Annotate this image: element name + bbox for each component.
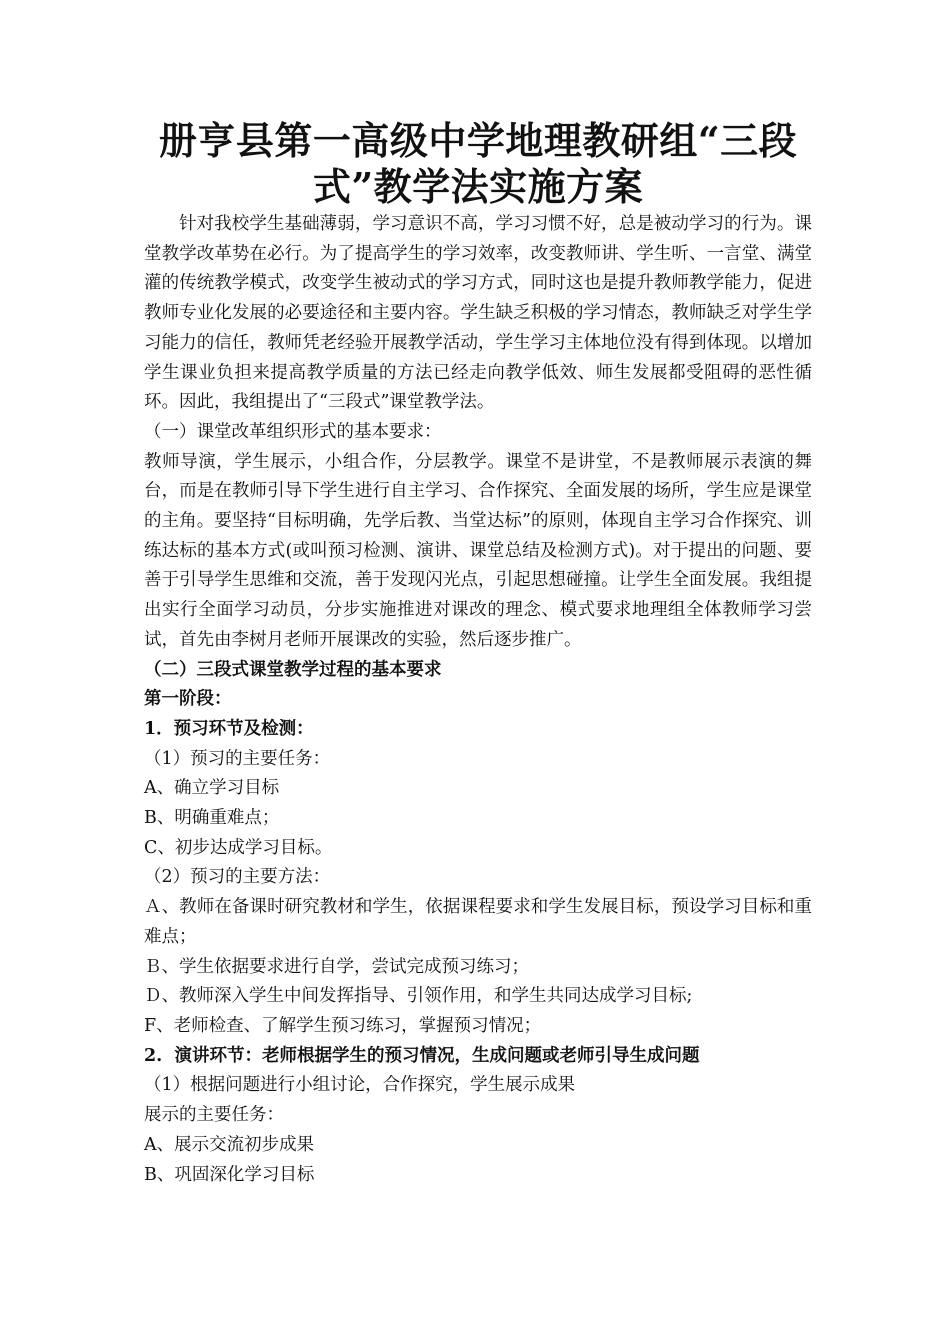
step1-heading: 1．预习环节及检测： — [144, 718, 314, 739]
document-title — [144, 118, 812, 210]
show-task-heading: 展示的主要任务： — [144, 1105, 284, 1126]
method-heading: （2）预习的主要方法： — [144, 867, 331, 888]
discussion-line: （1）根据问题进行小组讨论，合作探究，学生展示成果 — [144, 1075, 576, 1096]
show-item-b: B、巩固深化学习目标 — [144, 1164, 315, 1185]
task-item-c: C、初步达成学习目标。 — [144, 837, 333, 858]
section1-body: 教师导演，学生展示，小组合作，分层教学。课堂不是讲堂，不是教师展示表演的舞台，而是在教师引导下学生进行自主学习、合作探究、全面发展的场所，学生应是课堂的主角。要坚持“目标明确，先学后教、当堂达标”的原则，体现自主学习合作探究、训练达标的基本方式(或叫预习检测、演讲、课堂总结及检测方式)。对于提出的问题、要善于引导学生思维和交流，善于发现闪光点，引起思想碰撞。让学生全面发展。我组提出实行全面学习动员，分步实施推进对课改的理念、模式要求地理组全体教师学习尝试，首先由李树月老师开展课改的实验，然后逐步推广。 — [144, 451, 812, 650]
task-heading: （1）预习的主要任务： — [144, 748, 331, 769]
document-page — [144, 118, 812, 1190]
method-item-f: F、老师检查、了解学生预习练习，掌握预习情况； — [144, 1015, 542, 1036]
method-item-b: Ｂ、学生依据要求进行自学，尝试完成预习练习； — [144, 956, 529, 977]
section1-heading: （一）课堂改革组织形式的基本要求： — [144, 421, 442, 442]
title-line-2: 式”教学法实施方案 — [312, 164, 644, 209]
show-item-a: A、展示交流初步成果 — [144, 1134, 315, 1155]
task-item-b: B、明确重难点； — [144, 808, 280, 829]
task-item-a: A、确立学习目标 — [144, 778, 280, 799]
step2-heading: 2. 演讲环节：老师根据学生的预习情况，生成问题或老师引导生成问题 — [144, 1045, 700, 1066]
method-item-a: Ａ、教师在备课时研究教材和学生，依据课程要求和学生发展目标，预设学习目标和重难点； — [144, 897, 812, 947]
stage1-heading: 第一阶段： — [144, 689, 232, 710]
intro-paragraph: 针对我校学生基础薄弱，学习意识不高，学习习惯不好，总是被动学习的行为。课堂教学改革势在必行。为了提高学生的学习效率，改变教师讲、学生听、一言堂、满堂灌的传统教学模式，改变学生被动式的学习方式，同时这也是提升教师教学能力，促进教师专业化发展的必要途径和主要内容。学生缺乏积极的学习情态，教师缺乏对学生学习能力的信任，教师凭老经验开展教学活动，学生学习主体地位没有得到体现。以增加学生课业负担来提高教学质量的方法已经走向教学低效、师生发展都受阻碍的恶性循环。因此，我组提出了“三段式”课堂教学法。 — [144, 214, 812, 413]
method-item-d: Ｄ、教师深入学生中间发挥指导、引领作用，和学生共同达成学习目标; — [144, 986, 693, 1007]
title-line-1: 册亨县第一高级中学地理教研组“三段 — [158, 118, 798, 163]
section2-heading: （二）三段式课堂教学过程的基本要求 — [144, 659, 442, 680]
